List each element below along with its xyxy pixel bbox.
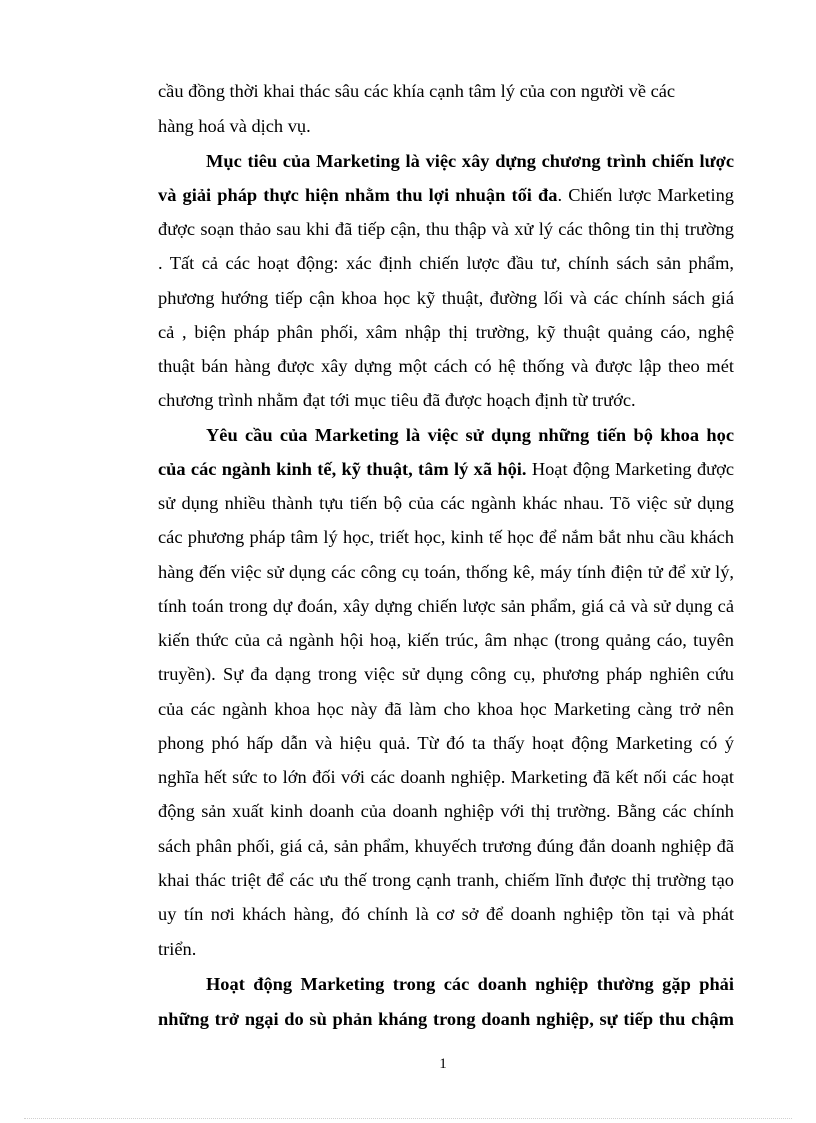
paragraph-line: và giải pháp thực hiện nhằm thu lợi nhuận tối đa. Chiến lược Marketing	[158, 185, 734, 205]
paragraph-line: cầu đồng thời khai thác sâu các khía cạnh tâm lý của con người về các	[158, 81, 676, 101]
paragraph-line: hàng hoá và dịch vụ.	[158, 116, 311, 136]
paragraph-line	[206, 149, 734, 173]
paragraph-line	[206, 972, 734, 996]
paragraph-line: truyền). Sự đa dạng trong việc sử dụng công cụ, phương pháp nghiên cứu	[158, 664, 734, 684]
paragraph-line: triển.	[158, 939, 197, 959]
bold-heading-text: và giải pháp thực hiện nhằm thu lợi nhuận tối đa	[158, 185, 558, 205]
paragraph-line	[206, 423, 734, 447]
paragraph-line: kiến thức của cả ngành hội hoạ, kiến trúc, âm nhạc (trong quảng cáo, tuyên	[158, 630, 734, 650]
paragraph-line: động sản xuất kinh doanh của doanh nghiệp với thị trường. Bằng các chính	[158, 801, 734, 821]
paragraph-line: hàng đến việc sử dụng các công cụ toán, thống kê, máy tính điện tử để xử lý,	[158, 562, 734, 582]
paragraph-line: nghĩa hết sức to lớn đối với các doanh nghiệp. Marketing đã kết nối các hoạt	[158, 767, 734, 787]
paragraph-line: các phương pháp tâm lý học, triết học, kinh tế học để nắm bắt nhu cầu khách	[158, 527, 734, 547]
page-footer-divider	[24, 1118, 792, 1119]
paragraph-line: uy tín nơi khách hàng, đó chính là cơ sở để doanh nghiệp tồn tại và phát	[158, 904, 734, 924]
paragraph-line: phong phó hấp dẫn và hiệu quả. Từ đó ta thấy hoạt động Marketing có ý	[158, 733, 734, 753]
paragraph-line	[158, 1007, 734, 1031]
bold-heading-text: Hoạt động Marketing trong các doanh nghiệp thường gặp phải	[206, 974, 734, 994]
bold-heading-text: Yêu cầu của Marketing là việc sử dụng những tiến bộ khoa học	[206, 425, 734, 445]
paragraph-line: chương trình nhằm đạt tới mục tiêu đã được hoạch định từ trước.	[158, 390, 636, 410]
paragraph-line: . Tất cả các hoạt động: xác định chiến lược đầu tư, chính sách sản phẩm,	[158, 253, 734, 273]
paragraph-line: sách phân phối, giá cả, sản phẩm, khuyếch trương đúng đắn doanh nghiệp đã	[158, 836, 734, 856]
paragraph-line: thuật bán hàng được xây dựng một cách có hệ thống và được lập theo mét	[158, 356, 734, 376]
paragraph-line: tính toán trong dự đoán, xây dựng chiến lược sản phẩm, giá cả và sử dụng cả	[158, 596, 734, 616]
paragraph-line: sử dụng nhiều thành tựu tiến bộ của các ngành khác nhau. Tõ việc sử dụng	[158, 493, 734, 513]
bold-heading-text: của các ngành kinh tế, kỹ thuật, tâm lý xã hội.	[158, 459, 527, 479]
paragraph-line: cả , biện pháp phân phối, xâm nhập thị trường, kỹ thuật quảng cáo, nghệ	[158, 322, 734, 342]
paragraph-line: của các ngành khoa học này đã làm cho khoa học Marketing càng trở nên	[158, 699, 734, 719]
paragraph-line: khai thác triệt để các ưu thế trong cạnh tranh, chiếm lĩnh được thị trường tạo	[158, 870, 734, 890]
bold-heading-text: Mục tiêu của Marketing là việc xây dựng chương trình chiến lược	[206, 151, 734, 171]
paragraph-line: phương hướng tiếp cận khoa học kỹ thuật, đường lối và các chính sách giá	[158, 288, 734, 308]
page-number: 1	[439, 1056, 447, 1072]
paragraph-line: của các ngành kinh tế, kỹ thuật, tâm lý xã hội. Hoạt động Marketing được	[158, 459, 734, 479]
paragraph-line: được soạn thảo sau khi đã tiếp cận, thu thập và xử lý các thông tin thị trường	[158, 219, 734, 239]
bold-heading-text: những trở ngại do sù phản kháng trong doanh nghiệp, sự tiếp thu chậm	[158, 1009, 734, 1029]
